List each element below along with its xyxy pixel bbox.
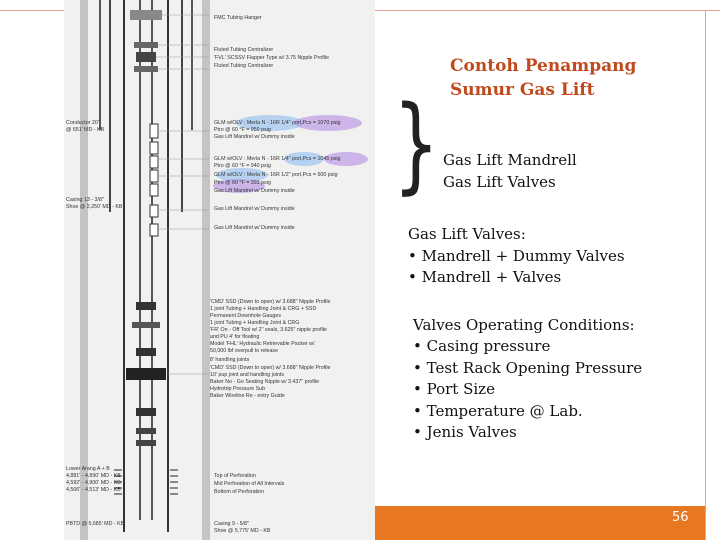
- label-centralizer-lower: Fluted Tubing Centralizer: [214, 63, 274, 69]
- label-casing-9: Casing 9 - 5/8": [214, 521, 249, 527]
- label-handling-joints: 8' handling joints: [210, 357, 250, 363]
- label-floating: and PU 4' for floating: [210, 334, 260, 340]
- mandrel-4: [150, 170, 158, 182]
- label-pbtd: PBTD @ 5,685' MD - KB: [66, 521, 125, 527]
- label-ssd-upper: 'CMD' SSD (Down to open) w/ 3.688" Nipple Profile: [210, 299, 331, 305]
- slide-title-line-1: Contoh Penampang: [450, 56, 637, 76]
- label-centralizer-upper: Fluted Tubing Centralizer: [214, 47, 274, 53]
- gas-lift-mandrels: [150, 124, 158, 236]
- label-overpull: 50,000 lbf overpull to release: [210, 348, 279, 354]
- curly-brace-icon: }: [393, 83, 440, 205]
- label-tubing-hanger: FMC Tubing Hanger: [214, 15, 262, 21]
- condition-temperature: • Temperature @ Lab.: [413, 402, 583, 420]
- label-dummy-3: Gas Lift Mandrel w/ Dummy inside: [214, 206, 295, 212]
- label-reentry-guide: Baker Wireline Re - entry Guide: [210, 393, 285, 399]
- packer: [126, 368, 166, 380]
- mandrel-1: [150, 124, 158, 138]
- mandrel-5: [150, 184, 158, 196]
- label-dummy-1: Gas Lift Mandrel w/ Dummy inside: [214, 134, 295, 140]
- condition-port-size: • Port Size: [413, 380, 495, 398]
- valves-item-valves: • Mandrell + Valves: [408, 268, 562, 286]
- well-schematic-drawing: [64, 0, 375, 540]
- label-lower-arang: Lower Arang A + B: [66, 466, 110, 472]
- formation-wall-left: [80, 0, 88, 540]
- label-shoe-9: Shoe @ 5,775' MD - KB: [214, 528, 271, 534]
- label-casing-13: Casing 13 - 3/8": [66, 197, 104, 203]
- label-packer: Model 'FHL' Hydraulic Retrievable Packer w/: [210, 341, 315, 347]
- well-schematic-diagram: [64, 0, 375, 540]
- label-bottom-perforation: Bottom of Perforation: [214, 489, 265, 495]
- valves-item-dummy: • Mandrell + Dummy Valves: [408, 247, 625, 265]
- label-joint-ssd: 1 joint Tubing + Handling Joint & CRG + SSD: [210, 306, 317, 312]
- mandrel-3: [150, 156, 158, 168]
- ssd-upper: [136, 302, 156, 310]
- label-pup-joint: 10' pup joint and handling joints: [210, 372, 285, 378]
- page-number: 56: [672, 510, 689, 525]
- label-glm-1: GLM w/OLV : Merla N - 16R 1/4" port,Pcs = 1070 psig: [214, 120, 341, 126]
- scssv: [136, 52, 156, 62]
- label-glm-2-ptro: Ptro @ 60 °F = 940 psig: [214, 163, 271, 169]
- label-glm-3-ptro: Ptro @ 60 °F = 393 psig: [214, 180, 271, 186]
- label-shoe-13: Shoe @ 2,250' MD - KB: [66, 204, 123, 210]
- label-conductor: Conductor 20": [66, 120, 100, 126]
- condition-test-rack: • Test Rack Opening Pressure: [413, 359, 643, 377]
- label-pressure-sub: Hydrotrip Pressure Sub: [210, 386, 266, 392]
- centralizer-upper: [134, 42, 158, 48]
- label-top-perforation: Top of Perforation: [214, 473, 256, 479]
- label-ssd-lower: 'CMD' SSD (Down to open) w/ 3.688" Nipple Profile: [210, 365, 331, 371]
- seating-nipple: [136, 428, 156, 434]
- label-gauges: Permanent Downhole Gauges: [210, 313, 281, 319]
- formation-wall-right: [202, 0, 210, 540]
- condition-jenis-valves: • Jenis Valves: [413, 423, 517, 441]
- footer-accent-bar: [375, 506, 705, 540]
- label-dummy-2: Gas Lift Mandrel w/ Dummy inside: [214, 188, 295, 194]
- label-mid-perforation: Mid Perforation of All Intervals: [214, 481, 285, 487]
- label-dummy-4: Gas Lift Mandrel w/ Dummy inside: [214, 225, 295, 231]
- label-glm-3: GLM w/OLV : Merla N - 16R 1/2" port,Pcs = 500 psig: [214, 172, 338, 178]
- mandrel-2: [150, 142, 158, 154]
- valves-heading: Gas Lift Valves:: [408, 225, 526, 243]
- label-interval-3: 4,506' - 4,513' MD - KB: [66, 487, 121, 493]
- slide-right-rule: [705, 10, 706, 540]
- pressure-sub: [136, 440, 156, 446]
- slide-title-line-2: Sumur Gas Lift: [450, 80, 595, 100]
- label-glm-2: GLM w/OLV : Merla N - 16R 1/4" port,Pcs = 1045 psig: [214, 156, 341, 162]
- brace-item-mandrell: Gas Lift Mandrell: [443, 151, 577, 169]
- label-conductor-depth: @ 651' MD - KB: [66, 127, 105, 133]
- label-scssv: 'FVL' SCSSV Flapper Type w/ 3.75 Nipple Profile: [214, 55, 329, 61]
- ssd-lower: [136, 408, 156, 416]
- label-glm-1-ptro: Ptro @ 60 °F = 950 psig: [214, 127, 271, 133]
- mandrel-7: [150, 224, 158, 236]
- brace-item-valves: Gas Lift Valves: [443, 173, 556, 191]
- on-off-tool: [136, 348, 156, 356]
- label-joint-crg: 1 joint Tubing + Handling Joint & CRG: [210, 320, 300, 326]
- label-on-off-tool: 'FR' On - Off Tool w/ 2" seals, 3.625" nipple profile: [210, 327, 327, 333]
- tubing-hanger: [130, 10, 162, 20]
- gauge: [132, 322, 160, 328]
- condition-casing-pressure: • Casing pressure: [413, 337, 551, 355]
- centralizer-lower: [134, 66, 158, 72]
- label-interval-2: 4,592' - 4,900' MD - KB: [66, 480, 121, 486]
- slide-title: [450, 54, 636, 102]
- label-interval-1: 4,881' - 4,890' MD - KB: [66, 473, 121, 479]
- mandrel-6: [150, 205, 158, 217]
- conditions-heading: Valves Operating Conditions:: [413, 316, 635, 334]
- label-seating-nipple: Baker No - Go Seating Nipple w/ 3.437" profile: [210, 379, 320, 385]
